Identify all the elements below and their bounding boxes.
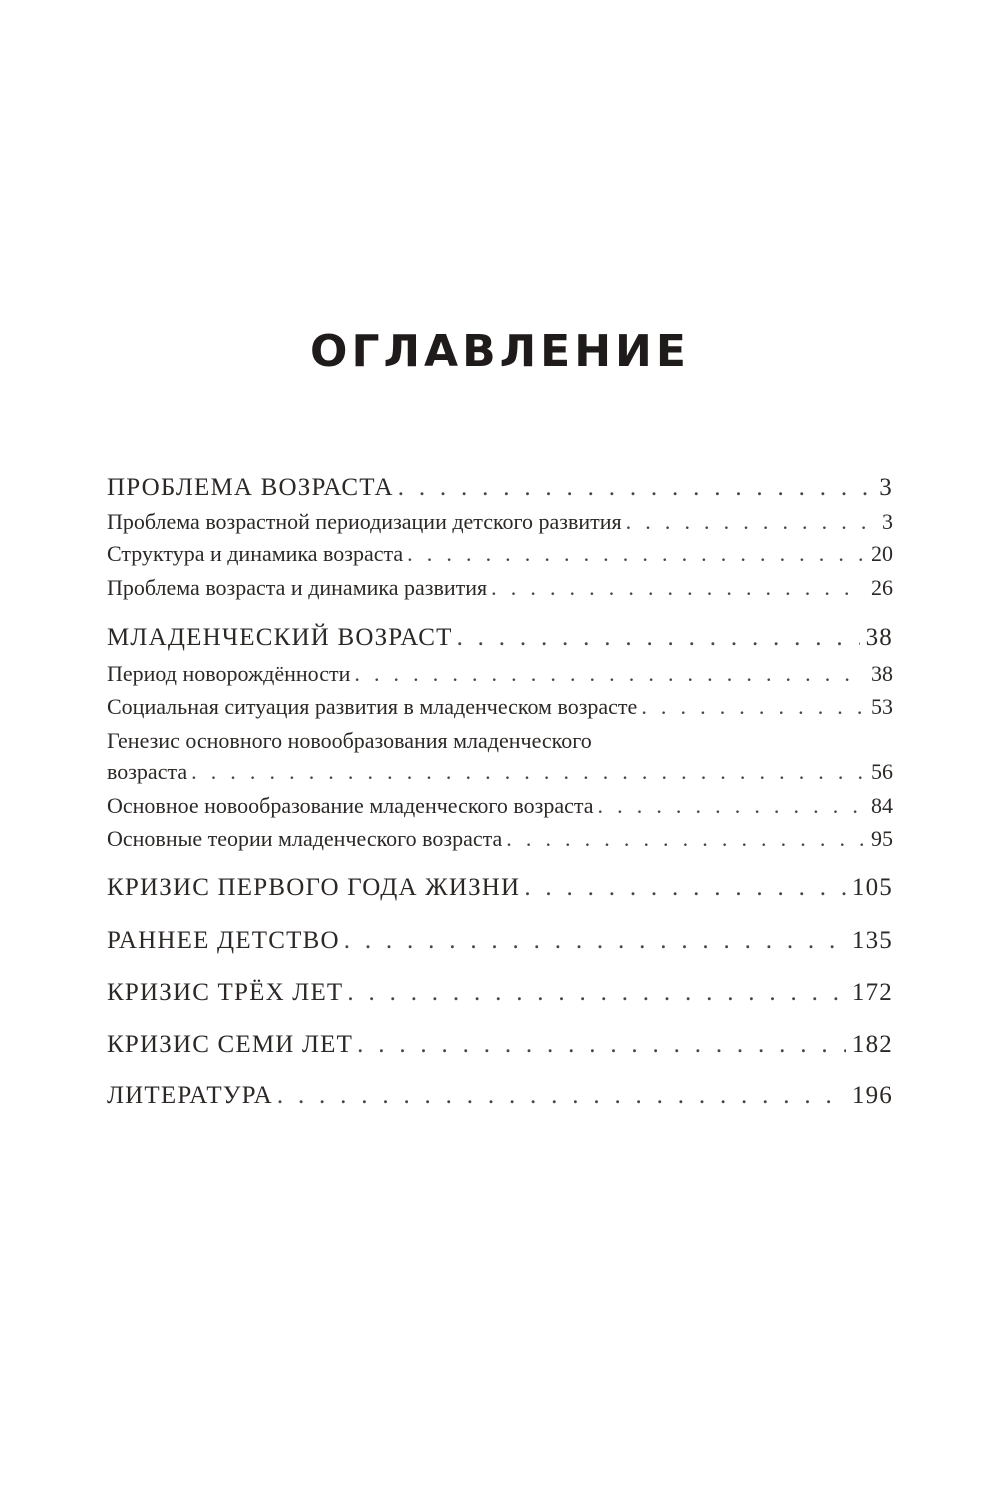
toc-entry-page: 172 — [851, 979, 893, 1006]
toc-entry-page: 84 — [871, 793, 893, 818]
toc-entry-label: Период новорождённости — [107, 661, 351, 686]
toc-entry-page: 105 — [851, 874, 893, 901]
dot-leader — [491, 575, 865, 601]
dot-leader — [277, 1082, 846, 1110]
toc-entry-label: КРИЗИС ПЕРВОГО ГОДА ЖИЗНИ — [107, 874, 521, 901]
toc-entry[interactable] — [107, 575, 893, 601]
toc-entry-page: 3 — [882, 509, 893, 534]
toc-entry-label: КРИЗИС ТРЁХ ЛЕТ — [107, 979, 344, 1006]
dot-leader — [506, 826, 865, 852]
toc-entry-label: РАННЕЕ ДЕТСТВО — [107, 927, 340, 954]
toc-entry-page: 182 — [851, 1031, 893, 1058]
toc-entry-page: 135 — [851, 927, 893, 954]
dot-leader — [347, 979, 846, 1007]
dot-leader — [357, 1031, 846, 1059]
toc-entry-label: возраста — [107, 759, 188, 784]
toc-entry[interactable] — [107, 927, 893, 955]
toc-entry[interactable] — [107, 661, 893, 687]
toc-entry[interactable] — [107, 1082, 893, 1110]
toc-entry-label: Структура и динамика возраста — [107, 541, 404, 566]
toc-entry[interactable] — [107, 694, 893, 720]
toc-entry-label: МЛАДЕНЧЕСКИЙ ВОЗРАСТ — [107, 624, 453, 651]
dot-leader — [524, 874, 846, 902]
toc-entry-label: Проблема возрастной периодизации детского развития — [107, 509, 622, 534]
toc-entry-label-line1[interactable]: Генезис основного новообразования младенческого — [107, 728, 592, 753]
dot-leader — [191, 759, 865, 785]
page-title: ОГЛАВЛЕНИЕ — [310, 326, 690, 377]
dot-leader — [598, 793, 865, 819]
toc-entry-label: Проблема возраста и динамика развития — [107, 575, 488, 600]
toc-entry[interactable] — [107, 624, 893, 652]
dot-leader — [344, 927, 846, 955]
toc-entry-label: ПРОБЛЕМА ВОЗРАСТА — [107, 474, 394, 501]
toc-entry-label: Основные теории младенческого возраста — [107, 826, 503, 851]
toc-entry[interactable] — [107, 509, 893, 535]
toc-entry-label: ЛИТЕРАТУРА — [107, 1082, 273, 1109]
toc-entry-page: 56 — [871, 759, 893, 784]
toc-entry[interactable] — [107, 541, 893, 567]
toc-entry-page: 38 — [871, 661, 893, 686]
dot-leader — [626, 509, 876, 535]
toc-entry[interactable] — [107, 759, 893, 785]
toc-entry-page: 3 — [879, 474, 893, 501]
toc-entry-page: 38 — [865, 624, 893, 651]
toc-entry-page: 20 — [871, 541, 893, 566]
dot-leader — [457, 624, 860, 652]
toc-entry[interactable] — [107, 874, 893, 902]
toc-entry-page: 26 — [871, 575, 893, 600]
toc-entry[interactable] — [107, 474, 893, 502]
dot-leader — [398, 474, 874, 502]
table-of-contents — [107, 0, 893, 1499]
toc-entry[interactable] — [107, 826, 893, 852]
toc-entry-page: 196 — [851, 1082, 893, 1109]
toc-entry-page: 53 — [871, 694, 893, 719]
toc-entry[interactable] — [107, 793, 893, 819]
toc-entry[interactable] — [107, 979, 893, 1007]
toc-entry-page: 95 — [871, 826, 893, 851]
dot-leader — [354, 661, 865, 687]
toc-entry-label: Основное новообразование младенческого возраста — [107, 793, 594, 818]
toc-entry-label: КРИЗИС СЕМИ ЛЕТ — [107, 1031, 354, 1058]
toc-entry[interactable] — [107, 1031, 893, 1059]
toc-entry-label: Социальная ситуация развития в младенческом возрасте — [107, 694, 638, 719]
dot-leader — [641, 694, 865, 720]
dot-leader — [407, 541, 865, 567]
